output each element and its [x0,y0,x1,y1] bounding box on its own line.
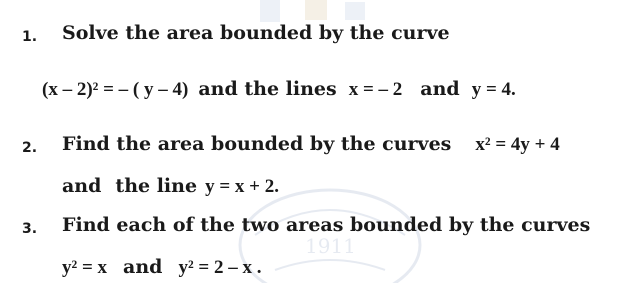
connector-text: and the lines [198,78,337,100]
problem-text: Solve the area bounded by the curve [62,22,450,44]
connector-text: and [420,78,460,100]
equation: y² = x [62,257,108,278]
problem-equation-line [42,78,516,101]
connector-text: the line [115,175,198,197]
problem-number: 2. [22,140,38,156]
equation: x² = 4y + 4 [475,134,560,155]
watermark-year: 1911 [305,234,356,258]
equation: (x – 2)² = – ( y – 4) [42,79,189,100]
problem-number: 3. [22,221,38,237]
problem-sentence: Find the area bounded by the curves [62,133,452,155]
equation: x = – 2 [348,79,403,100]
problem-text [62,133,560,156]
equation: y² = 2 – x . [178,257,262,278]
problem-equation-line [62,175,279,198]
connector-text: and [123,256,163,278]
problem-text: Find each of the two areas bounded by the curves [62,214,591,236]
connector-text: and [62,175,102,197]
problem-equation-line [62,256,261,279]
equation: y = 4. [471,79,516,100]
equation: y = x + 2. [205,176,279,197]
problem-number: 1. [22,29,38,45]
